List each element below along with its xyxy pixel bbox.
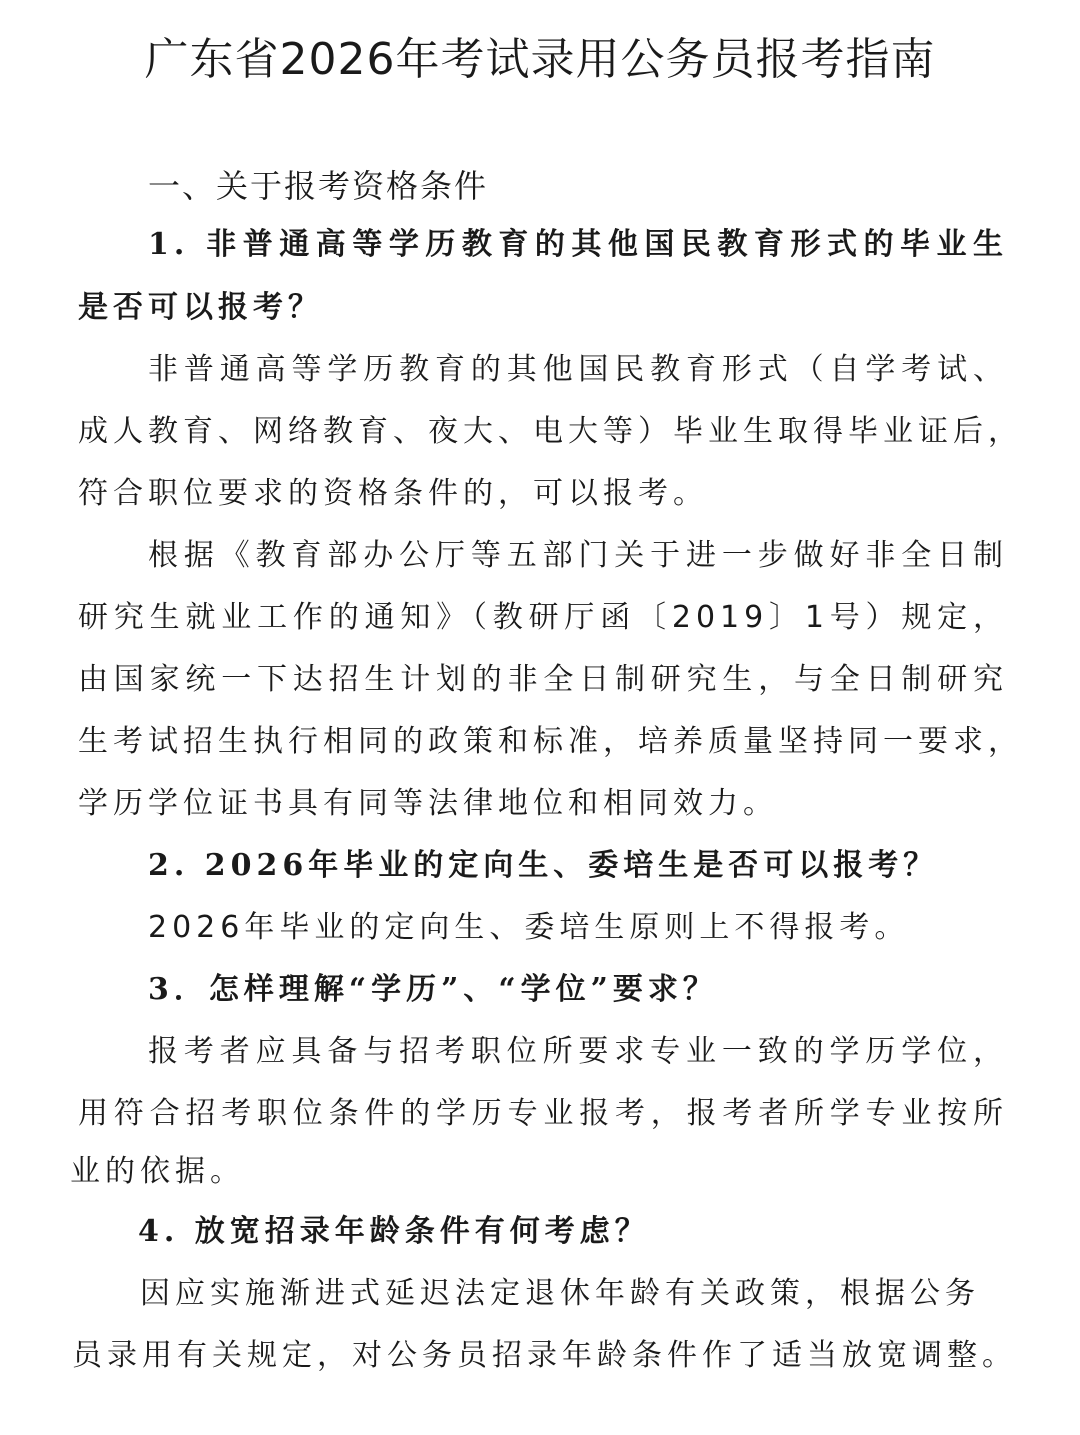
answer-1-p2-line-1: 根据《教育部办公厅等五部门关于进一步做好非全日制 [148,538,1008,573]
answer-4-line-1: 因应实施渐进式延迟法定退休年龄有关政策，根据公务 [140,1276,980,1311]
answer-1-p1-line-1: 非普通高等学历教育的其他国民教育形式（自学考试、 [148,352,1008,387]
answer-1-p2-line-2: 研究生就业工作的通知》（教研厅函〔2019〕1号）规定， [78,600,1008,635]
document-title: 广东省2026年考试录用公务员报考指南 [144,34,936,85]
answer-4-line-2: 员录用有关规定，对公务员招录年龄条件作了适当放宽调整。 [72,1338,1017,1373]
section-heading: 一、关于报考资格条件 [148,167,489,205]
answer-1-p1-line-3: 符合职位要求的资格条件的，可以报考。 [78,476,708,511]
question-2-heading: 2. 2026年毕业的定向生、委培生是否可以报考？ [148,848,939,883]
answer-1-p2-line-3: 由国家统一下达招生计划的非全日制研究生，与全日制研究 [78,662,1008,697]
answer-3-line-1: 报考者应具备与招考职位所要求专业一致的学历学位， [148,1034,1008,1069]
question-4-heading: 4. 放宽招录年龄条件有何考虑？ [138,1214,650,1249]
answer-2: 2026年毕业的定向生、委培生原则上不得报考。 [148,910,910,945]
question-1-line-1: 1. 非普通高等学历教育的其他国民教育形式的毕业生 [148,227,1008,262]
answer-3-line-2: 用符合招考职位条件的学历专业报考，报考者所学专业按所 [78,1096,1008,1131]
answer-1-p2-line-5: 学历学位证书具有同等法律地位和相同效力。 [78,786,778,821]
question-1-line-2: 是否可以报考？ [78,290,323,325]
answer-1-p2-line-4: 生考试招生执行相同的政策和标准，培养质量坚持同一要求， [78,724,1023,759]
answer-3-line-3: 业的依据。 [70,1154,245,1189]
answer-1-p1-line-2: 成人教育、网络教育、夜大、电大等）毕业生取得毕业证后， [78,414,1023,449]
question-3-heading: 3．怎样理解“学历”、“学位”要求？ [148,972,718,1007]
